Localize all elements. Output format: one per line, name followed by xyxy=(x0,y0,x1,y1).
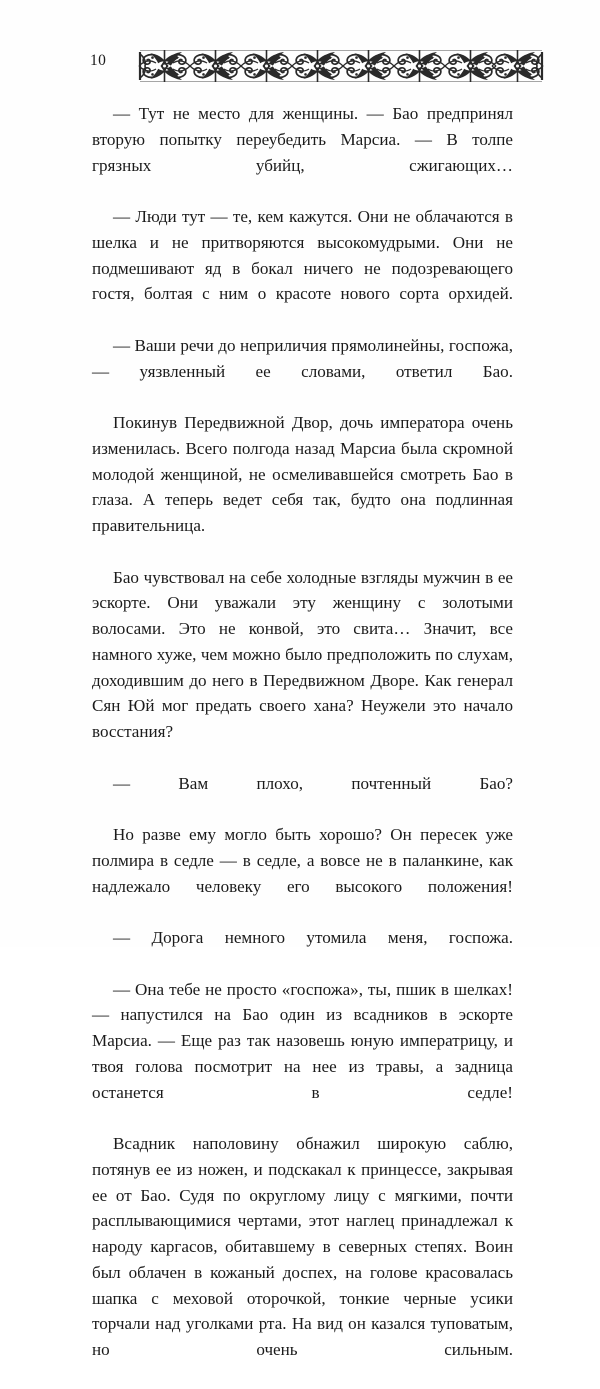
paragraph: Бао чувствовал на себе холодные взгляды мужчин в ее эскорте. Они уважали эту женщину с золотыми волосами. Это не конвой, это свита… Значит, все намного хуже, чем можно было предположить по слухам, доходившим до него в Передвижном Дворе. Как генерал Сян Юй мог предать своего хана? Неужели это начало восстания? xyxy=(92,567,513,741)
paragraph: Но разве ему могло быть хорошо? Он пересек уже полмира в седле — в седле, а вовсе не в паланкине, как надлежало человеку его высокого положения! xyxy=(92,825,513,896)
paragraph: Покинув Передвижной Двор, дочь императора очень изменилась. Всего полгода назад Марсиа была скромной молодой женщиной, не осмеливавшейся смотреть Бао в глаза. А теперь ведет себя так, будто она подлинная правительница. xyxy=(92,413,513,535)
paragraph: — Вам плохо, почтенный Бао? xyxy=(113,773,513,793)
paragraph: — Она тебе не просто «госпожа», ты, пшик в шелках! — напустился на Бао один из всадников в эскорте Марсиа. — Еще раз так назовешь юную императрицу, и твоя голова посмотрит на нее из травы, а задница останется в седле! xyxy=(92,979,513,1102)
paragraph: Всадник наполовину обнажил широкую саблю, потянув ее из ножен, и подскакал к принцессе, закрывая ее от Бао. Судя по округлому лицу с мягкими, почти расплывающимися чертами, этот наглец принадлежал к народу каргасов, обитавшему в северных степях. Воин был облачен в кожаный доспех, на голове красовалась шапка с меховой оторочкой, тонкие черные усики торчали над уголками рта. На вид он казался туповатым, но очень сильным. xyxy=(92,1134,513,1359)
paragraph: — Тут не место для женщины. — Бао предпринял вторую попытку переубедить Марсиа. — В толпе грязных убийц, сжигающих… xyxy=(92,104,513,175)
body-text xyxy=(92,101,513,1389)
page-number: 10 xyxy=(90,52,107,69)
paragraph: — Дорога немного утомила меня, госпожа. xyxy=(113,928,513,947)
running-head xyxy=(0,46,600,88)
paragraph: — Ваши речи до неприличия прямолинейны, госпожа, — уязвленный ее словами, ответил Бао. xyxy=(92,335,513,381)
paragraph: — Люди тут — те, кем кажутся. Они не облачаются в шелка и не притворяются высокомудрыми. Они не подмешивают яд в бокал ничего не подозревающего гостя, болтая с ним о красоте нового сорта орхидей. xyxy=(92,207,513,304)
floral-acanthus-rule-icon xyxy=(137,46,545,86)
